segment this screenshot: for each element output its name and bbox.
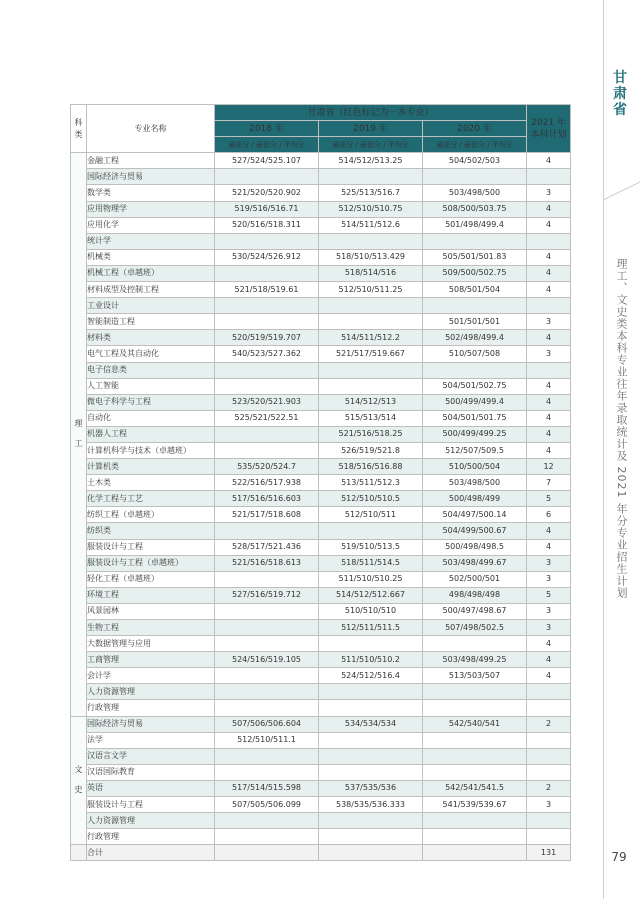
score-2020-cell: 508/500/503.75 [423,201,527,217]
score-2019-cell: 514/512/512.667 [319,587,423,603]
plan-2021-cell: 4 [527,330,571,346]
plan-2021-cell: 12 [527,459,571,475]
table-row [71,314,571,330]
total-value: 131 [527,845,571,861]
table-row [71,652,571,668]
score-2018-cell [215,636,319,652]
header-sub-2019: 最高分 / 最低分 / 平均分 [319,137,423,153]
table-row [71,378,571,394]
major-name-cell: 统计学 [87,233,215,249]
major-name-cell: 计算机类 [87,459,215,475]
table-row [71,668,571,684]
score-2020-cell: 509/500/502.75 [423,265,527,281]
score-2019-cell [319,523,423,539]
major-name-cell: 材料成型及控制工程 [87,282,215,298]
major-name-cell: 材料类 [87,330,215,346]
major-name-cell: 服装设计与工程 [87,539,215,555]
score-2018-cell: 535/520/524.7 [215,459,319,475]
score-2019-cell: 521/517/519.667 [319,346,423,362]
score-2020-cell: 498/498/498 [423,587,527,603]
major-name-cell: 行政管理 [87,700,215,716]
score-2019-cell [319,748,423,764]
empty-cell [423,845,527,861]
major-name-cell: 汉语言文学 [87,748,215,764]
category-cell: 文史 [71,716,87,845]
score-2020-cell: 504/499/500.67 [423,523,527,539]
score-2020-cell: 504/502/503 [423,153,527,169]
header-2019: 2019 年 [319,121,423,137]
score-2019-cell: 518/516/516.88 [319,459,423,475]
plan-2021-cell: 3 [527,571,571,587]
score-2018-cell: 507/505/506.099 [215,797,319,813]
table-row [71,539,571,555]
score-2019-cell [319,362,423,378]
table-row [71,330,571,346]
major-name-cell: 机械工程（卓越班） [87,265,215,281]
plan-2021-cell [527,748,571,764]
table-row [71,813,571,829]
plan-2021-cell [527,764,571,780]
plan-2021-cell [527,233,571,249]
major-name-cell: 机器人工程 [87,426,215,442]
score-2018-cell [215,748,319,764]
score-2019-cell: 538/535/536.333 [319,797,423,813]
empty-cell [71,845,87,861]
plan-2021-cell: 4 [527,523,571,539]
major-name-cell: 智能制造工程 [87,314,215,330]
plan-2021-cell [527,829,571,845]
score-2020-cell: 503/498/499.67 [423,555,527,571]
score-2019-cell: 537/535/536 [319,780,423,796]
major-name-cell: 人力资源管理 [87,813,215,829]
score-2019-cell: 512/510/510.5 [319,491,423,507]
score-2018-cell [215,620,319,636]
major-name-cell: 国际经济与贸易 [87,716,215,732]
score-2019-cell: 534/534/534 [319,716,423,732]
score-2019-cell: 515/513/514 [319,410,423,426]
score-2020-cell: 510/500/504 [423,459,527,475]
score-2018-cell [215,684,319,700]
plan-2021-cell: 4 [527,153,571,169]
score-2018-cell: 524/516/519.105 [215,652,319,668]
score-2020-cell: 500/499/499.4 [423,394,527,410]
score-2020-cell [423,636,527,652]
score-2019-cell: 514/511/512.2 [319,330,423,346]
score-2018-cell: 522/516/517.938 [215,475,319,491]
major-name-cell: 人力资源管理 [87,684,215,700]
table-row [71,426,571,442]
table-row [71,587,571,603]
major-name-cell: 法学 [87,732,215,748]
major-name-cell: 计算机科学与技术（卓越班） [87,442,215,458]
table-row [71,684,571,700]
plan-2021-cell: 4 [527,217,571,233]
major-name-cell: 服装设计与工程（卓越班） [87,555,215,571]
score-2019-cell: 518/514/516 [319,265,423,281]
table-row [71,201,571,217]
header-sub-2020: 最高分 / 最低分 / 平均分 [423,137,527,153]
plan-2021-cell [527,813,571,829]
score-2018-cell: 520/516/518.311 [215,217,319,233]
score-2018-cell [215,298,319,314]
score-2020-cell [423,829,527,845]
plan-2021-cell: 3 [527,346,571,362]
major-name-cell: 金融工程 [87,153,215,169]
score-2019-cell: 513/511/512.3 [319,475,423,491]
score-2019-cell [319,233,423,249]
major-name-cell: 英语 [87,780,215,796]
score-2019-cell [319,813,423,829]
table-row [71,249,571,265]
major-name-cell: 服装设计与工程 [87,797,215,813]
score-2019-cell [319,298,423,314]
table-row [71,442,571,458]
score-2018-cell: 517/514/515.598 [215,780,319,796]
score-2018-cell [215,603,319,619]
plan-2021-cell: 3 [527,603,571,619]
score-2019-cell: 511/510/510.25 [319,571,423,587]
major-name-cell: 汉语国际教育 [87,764,215,780]
plan-2021-cell: 4 [527,442,571,458]
header-2020: 2020 年 [423,121,527,137]
score-2020-cell: 500/497/498.67 [423,603,527,619]
major-name-cell: 生物工程 [87,620,215,636]
score-2019-cell [319,636,423,652]
score-2018-cell: 520/519/519.707 [215,330,319,346]
score-2018-cell [215,426,319,442]
score-2020-cell [423,169,527,185]
plan-2021-cell [527,700,571,716]
major-name-cell: 应用化学 [87,217,215,233]
score-2018-cell: 507/506/506.604 [215,716,319,732]
page-edge-line [603,0,604,899]
score-2019-cell: 514/511/512.6 [319,217,423,233]
table-row [71,169,571,185]
score-2018-cell: 517/516/516.603 [215,491,319,507]
score-2018-cell: 540/523/527.362 [215,346,319,362]
score-2018-cell: 521/516/518.613 [215,555,319,571]
table-row [71,764,571,780]
page-number: 79 [611,850,627,864]
side-title: 理工、文史类本科专业往年录取统计及 2021 年分专业招生计划 [615,258,628,599]
major-name-cell: 数学类 [87,185,215,201]
score-2018-cell: 512/510/511.1 [215,732,319,748]
table-row [71,507,571,523]
major-name-cell: 纺织类 [87,523,215,539]
plan-2021-cell: 5 [527,587,571,603]
plan-2021-cell: 2 [527,780,571,796]
score-2019-cell: 512/511/511.5 [319,620,423,636]
table-row [71,459,571,475]
plan-2021-cell [527,362,571,378]
major-name-cell: 应用物理学 [87,201,215,217]
score-2018-cell [215,314,319,330]
major-name-cell: 微电子科学与工程 [87,394,215,410]
score-2018-cell [215,523,319,539]
plan-2021-cell: 3 [527,620,571,636]
score-2019-cell [319,732,423,748]
plan-2021-cell: 4 [527,426,571,442]
table-row [71,555,571,571]
score-2018-cell [215,829,319,845]
table-row [71,716,571,732]
plan-2021-cell [527,169,571,185]
major-name-cell: 轻化工程（卓越班） [87,571,215,587]
header-major: 专业名称 [87,105,215,153]
table-row [71,780,571,796]
table-row [71,362,571,378]
score-2020-cell: 503/498/500 [423,475,527,491]
plan-2021-cell: 3 [527,797,571,813]
score-2020-cell: 500/498/499 [423,491,527,507]
score-2018-cell [215,362,319,378]
score-2019-cell: 511/510/510.2 [319,652,423,668]
major-name-cell: 大数据管理与应用 [87,636,215,652]
plan-2021-cell: 4 [527,265,571,281]
header-2018: 2018 年 [215,121,319,137]
plan-2021-cell [527,298,571,314]
score-2018-cell [215,442,319,458]
score-2020-cell: 513/503/507 [423,668,527,684]
score-2020-cell [423,732,527,748]
score-2019-cell [319,700,423,716]
score-2020-cell: 512/507/509.5 [423,442,527,458]
score-2020-cell: 501/501/501 [423,314,527,330]
table-row [71,603,571,619]
score-2018-cell [215,378,319,394]
score-2019-cell: 521/516/518.25 [319,426,423,442]
table-row [71,748,571,764]
header-category: 科类 [71,105,87,153]
plan-2021-cell: 3 [527,185,571,201]
score-2020-cell [423,748,527,764]
score-2018-cell: 528/517/521.436 [215,539,319,555]
score-2018-cell: 521/517/518.608 [215,507,319,523]
plan-2021-cell: 4 [527,282,571,298]
major-name-cell: 环境工程 [87,587,215,603]
major-name-cell: 电气工程及其自动化 [87,346,215,362]
major-name-cell: 会计学 [87,668,215,684]
score-2018-cell [215,233,319,249]
total-label: 合计 [87,845,215,861]
plan-2021-cell: 4 [527,410,571,426]
table-row [71,153,571,169]
score-2018-cell [215,169,319,185]
score-2018-cell: 521/520/520.902 [215,185,319,201]
table-row [71,491,571,507]
score-2020-cell [423,684,527,700]
score-2018-cell: 523/520/521.903 [215,394,319,410]
score-2019-cell: 524/512/516.4 [319,668,423,684]
plan-2021-cell: 4 [527,636,571,652]
table-row [71,523,571,539]
plan-2021-cell: 6 [527,507,571,523]
major-name-cell: 土木类 [87,475,215,491]
major-name-cell: 国际经济与贸易 [87,169,215,185]
score-2018-cell [215,265,319,281]
score-2020-cell [423,362,527,378]
score-2018-cell [215,813,319,829]
score-2019-cell: 525/513/516.7 [319,185,423,201]
score-2018-cell [215,764,319,780]
empty-cell [319,845,423,861]
table-row [71,217,571,233]
table-row [71,475,571,491]
score-2019-cell [319,684,423,700]
plan-2021-cell: 5 [527,491,571,507]
major-name-cell: 机械类 [87,249,215,265]
score-2020-cell: 503/498/500 [423,185,527,201]
score-2019-cell: 512/510/510.75 [319,201,423,217]
score-2020-cell: 541/539/539.67 [423,797,527,813]
score-2018-cell [215,668,319,684]
score-2019-cell [319,378,423,394]
major-name-cell: 风景园林 [87,603,215,619]
score-2019-cell [319,169,423,185]
plan-2021-cell: 3 [527,314,571,330]
plan-2021-cell: 4 [527,249,571,265]
plan-2021-cell: 4 [527,539,571,555]
score-2018-cell: 519/516/516.71 [215,201,319,217]
score-2020-cell: 500/498/498.5 [423,539,527,555]
plan-2021-cell: 4 [527,668,571,684]
score-2020-cell [423,813,527,829]
score-2020-cell: 502/498/499.4 [423,330,527,346]
major-name-cell: 电子信息类 [87,362,215,378]
plan-2021-cell: 4 [527,652,571,668]
major-name-cell: 纺织工程（卓越班） [87,507,215,523]
score-2020-cell: 500/499/499.25 [423,426,527,442]
table-row [71,700,571,716]
table-row [71,265,571,281]
score-2018-cell: 530/524/526.912 [215,249,319,265]
score-2019-cell: 514/512/513.25 [319,153,423,169]
score-2019-cell: 519/510/513.5 [319,539,423,555]
table-row [71,620,571,636]
score-2020-cell [423,233,527,249]
major-name-cell: 行政管理 [87,829,215,845]
score-2020-cell: 504/497/500.14 [423,507,527,523]
score-2019-cell: 518/510/513.429 [319,249,423,265]
score-2018-cell: 525/521/522.51 [215,410,319,426]
major-name-cell: 自动化 [87,410,215,426]
plan-2021-cell [527,684,571,700]
table-row [71,797,571,813]
score-2018-cell [215,700,319,716]
plan-2021-cell: 4 [527,201,571,217]
score-2019-cell: 510/510/510 [319,603,423,619]
score-2019-cell [319,764,423,780]
score-2020-cell: 542/540/541 [423,716,527,732]
score-2019-cell: 518/511/514.5 [319,555,423,571]
plan-2021-cell: 2 [527,716,571,732]
score-2019-cell: 526/519/521.8 [319,442,423,458]
table-row [71,410,571,426]
score-2018-cell [215,571,319,587]
header-plan: 2021 年本科计划 [527,105,571,153]
header-sub-2018: 最高分 / 最低分 / 平均分 [215,137,319,153]
score-2020-cell [423,700,527,716]
major-name-cell: 工商管理 [87,652,215,668]
score-2020-cell: 501/498/499.4 [423,217,527,233]
score-2018-cell: 521/518/519.61 [215,282,319,298]
table-row [71,636,571,652]
score-2019-cell [319,314,423,330]
plan-2021-cell [527,732,571,748]
plan-2021-cell: 3 [527,555,571,571]
score-2020-cell: 507/498/502.5 [423,620,527,636]
plan-2021-cell: 4 [527,394,571,410]
table-row [71,394,571,410]
score-2020-cell: 510/507/508 [423,346,527,362]
score-2020-cell: 505/501/501.83 [423,249,527,265]
table-row [71,571,571,587]
corner-divider [600,180,640,240]
score-2020-cell: 502/500/501 [423,571,527,587]
table-row [71,298,571,314]
table-row [71,346,571,362]
score-2020-cell: 504/501/502.75 [423,378,527,394]
header-province: 甘肃省（红色标记为一本专业） [215,105,527,121]
major-name-cell: 人工智能 [87,378,215,394]
category-cell: 理工 [71,153,87,716]
score-2020-cell: 504/501/501.75 [423,410,527,426]
admission-table [70,104,571,861]
score-2019-cell [319,829,423,845]
score-2019-cell: 514/512/513 [319,394,423,410]
score-2020-cell: 503/498/499.25 [423,652,527,668]
plan-2021-cell: 7 [527,475,571,491]
table-row [71,185,571,201]
table-row [71,732,571,748]
score-2020-cell: 542/541/541.5 [423,780,527,796]
score-2018-cell: 527/524/525.107 [215,153,319,169]
score-2018-cell: 527/516/519.712 [215,587,319,603]
score-2020-cell: 508/501/504 [423,282,527,298]
score-2020-cell [423,298,527,314]
province-heading: 甘肃省 [613,70,627,118]
total-row [71,845,571,861]
major-name-cell: 化学工程与工艺 [87,491,215,507]
table-row [71,829,571,845]
table-row [71,233,571,249]
plan-2021-cell: 4 [527,378,571,394]
score-2019-cell: 512/510/511.25 [319,282,423,298]
score-2020-cell [423,764,527,780]
score-2019-cell: 512/510/511 [319,507,423,523]
empty-cell [215,845,319,861]
major-name-cell: 工业设计 [87,298,215,314]
table-row [71,282,571,298]
